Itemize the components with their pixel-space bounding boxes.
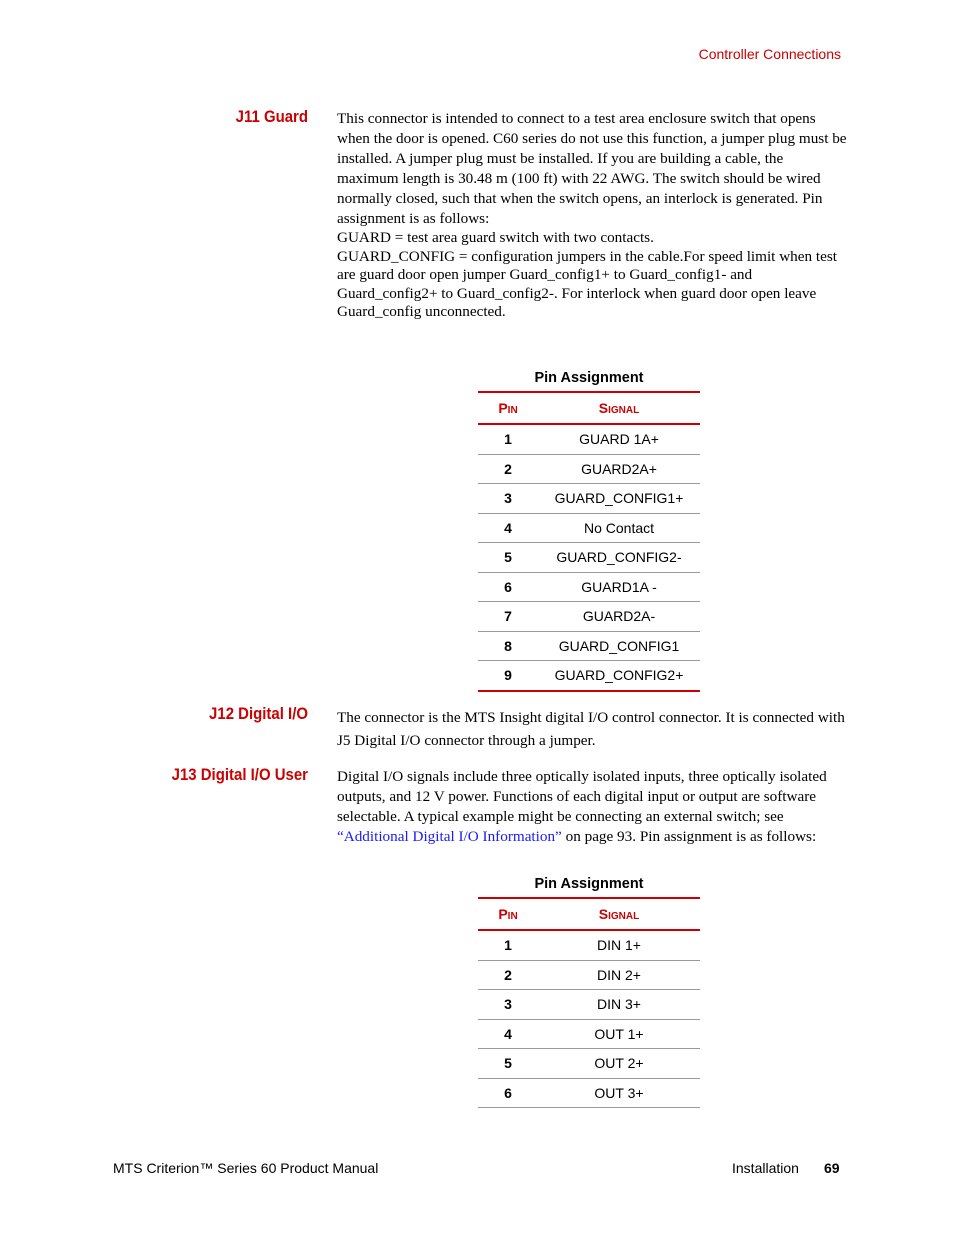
running-head: Controller Connections: [698, 46, 841, 62]
pin-number: 3: [478, 990, 538, 1020]
signal-name: GUARD_CONFIG1: [538, 631, 700, 661]
signal-name: GUARD2A-: [538, 602, 700, 632]
pin-number: 2: [478, 960, 538, 990]
pin-number: 1: [478, 930, 538, 960]
signal-name: No Contact: [538, 513, 700, 543]
table-row: [478, 454, 700, 484]
pin-number: 2: [478, 454, 538, 484]
column-header-signal: Signal: [538, 898, 700, 930]
signal-name: GUARD 1A+: [538, 424, 700, 454]
j12-paragraph: The connector is the MTS Insight digital I/O control connector. It is connected with J5 Digital I/O connector through a jumper.: [337, 709, 845, 749]
signal-name: DIN 2+: [538, 960, 700, 990]
pin-number: 4: [478, 513, 538, 543]
pin-number: 4: [478, 1019, 538, 1049]
table-row: [478, 572, 700, 602]
table-row: [478, 631, 700, 661]
pin-number: 5: [478, 543, 538, 573]
section-body-j12: [337, 706, 847, 752]
pin-number: 6: [478, 572, 538, 602]
section-body-j11: [337, 109, 847, 322]
section-heading-j11: J11 Guard: [235, 107, 308, 126]
additional-digital-io-link[interactable]: “Additional Digital I/O Information”: [337, 828, 562, 845]
pin-number: 1: [478, 424, 538, 454]
table-row: [478, 484, 700, 514]
signal-name: GUARD2A+: [538, 454, 700, 484]
j11-paragraph-1: This connector is intended to connect to a test area enclosure switch that opens when the door is opened. C60 series do not use this function, a jumper plug must be installed. A jumper plug must be installed. If you are building a cable, the maximum length is 30.48 m (100 ft) with 22 AWG. The switch should be wired normally closed, such that when the switch opens, an interlock is generated. Pin assignment is as follows:: [337, 110, 847, 227]
table1-title: Pin Assignment: [534, 370, 644, 386]
signal-name: GUARD_CONFIG2+: [538, 661, 700, 691]
table-row: [478, 1049, 700, 1079]
pin-number: 3: [478, 484, 538, 514]
table-row: [478, 602, 700, 632]
signal-name: GUARD1A -: [538, 572, 700, 602]
pin-number: 5: [478, 1049, 538, 1079]
footer-manual-title: MTS Criterion™ Series 60 Product Manual: [113, 1160, 379, 1176]
table-header-row: [478, 898, 700, 930]
table-row: [478, 990, 700, 1020]
j11-paragraph-2: GUARD = test area guard switch with two contacts.: [337, 229, 654, 246]
column-header-pin: Pin: [478, 898, 538, 930]
column-header-pin: Pin: [478, 392, 538, 424]
pin-assignment-table-j13: [478, 897, 700, 1108]
table1-body: [478, 424, 700, 691]
table-row: [478, 1078, 700, 1108]
signal-name: DIN 3+: [538, 990, 700, 1020]
section-heading-j13: J13 Digital I/O User: [171, 765, 308, 784]
pin-number: 9: [478, 661, 538, 691]
signal-name: GUARD_CONFIG2-: [538, 543, 700, 573]
pin-number: 8: [478, 631, 538, 661]
j13-text-after-link: on page 93. Pin assignment is as follows:: [561, 828, 817, 845]
table-row: [478, 513, 700, 543]
table-row: [478, 424, 700, 454]
j13-paragraph: [337, 767, 847, 847]
section-body-j13: [337, 767, 847, 847]
signal-name: DIN 1+: [538, 930, 700, 960]
signal-name: GUARD_CONFIG1+: [538, 484, 700, 514]
footer-page-number: 69: [824, 1160, 840, 1176]
footer-chapter: Installation: [732, 1160, 799, 1176]
table2-body: [478, 930, 700, 1108]
column-header-signal: Signal: [538, 392, 700, 424]
signal-name: OUT 2+: [538, 1049, 700, 1079]
table-row: [478, 543, 700, 573]
pin-number: 7: [478, 602, 538, 632]
section-heading-j12: J12 Digital I/O: [209, 704, 308, 723]
pin-assignment-table-j11: [478, 391, 700, 692]
table-row: [478, 1019, 700, 1049]
table-row: [478, 661, 700, 691]
pin-number: 6: [478, 1078, 538, 1108]
signal-name: OUT 3+: [538, 1078, 700, 1108]
table-row: [478, 960, 700, 990]
table-row: [478, 930, 700, 960]
table2-title: Pin Assignment: [534, 876, 644, 892]
signal-name: OUT 1+: [538, 1019, 700, 1049]
table-header-row: [478, 392, 700, 424]
j11-paragraph-3: GUARD_CONFIG = configuration jumpers in the cable.For speed limit when test are guard door open jumper Guard_config1+ to Guard_config1- and Guard_config2+ to Guard_config2-. For interlock when guard door open leave Guard_config unconnected.: [337, 247, 837, 320]
j13-text-before-link: Digital I/O signals include three optically isolated inputs, three optically isolated outputs, and 12 V power. Functions of each digital input or output are software selectable. A typical example might be connecting an external switch; see: [337, 768, 827, 825]
